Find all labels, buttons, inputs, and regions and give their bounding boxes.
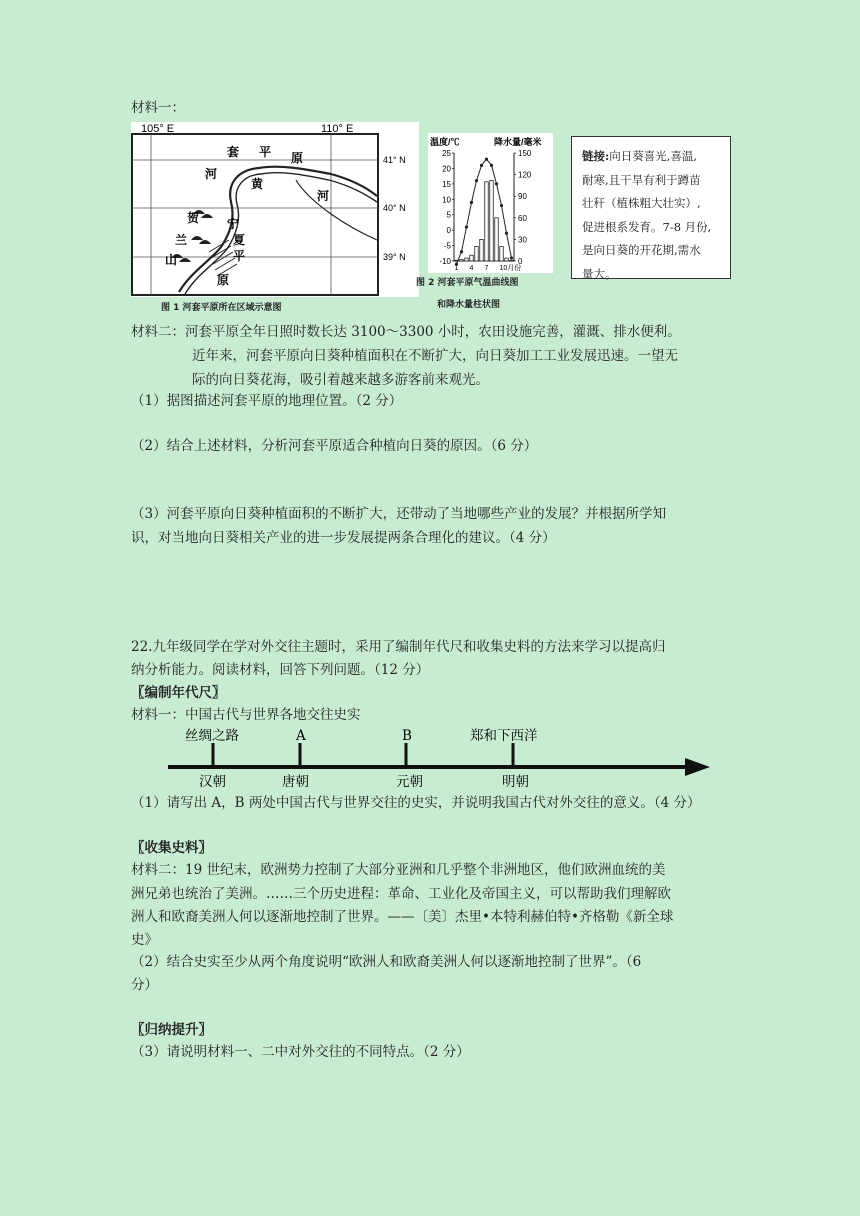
temperature-point (495, 182, 498, 185)
link-line-6: 量大。 (582, 266, 617, 281)
link-line-1 (582, 145, 722, 169)
temperature-point (485, 158, 488, 161)
map-label-he3: 贺 (187, 211, 200, 225)
timeline-event-zheng-he: 郑和下西洋 (470, 728, 538, 744)
map-label-tao: 套 (227, 145, 240, 159)
map-caption: 图 1 河套平原所在区域示意图 (161, 303, 282, 313)
map-label-lan: 兰 (175, 233, 188, 247)
lon-right-label: 110° E (321, 123, 354, 135)
precipitation-bar (460, 260, 464, 261)
chart-ylabel-left: 温度/℃ (430, 137, 460, 147)
chart-x-tick-label: 1 (454, 265, 459, 272)
chart-tick-label-right: 90 (518, 192, 527, 202)
temperature-point (470, 201, 473, 204)
link-line-2: 耐寒,且干旱有利于蹲苗 (582, 172, 701, 187)
chart-x-tick-label: 4 (469, 265, 474, 272)
material2-line2: 近年来，河套平原向日葵种植面积在不断扩大，向日葵加工工业发展迅速。一望无 (192, 348, 678, 364)
link-line-4: 促进根系发育。7-8 月份, (582, 219, 712, 234)
question-2: （2）结合上述材料，分析河套平原适合种植向日葵的原因。（6 分） (131, 438, 538, 454)
chart-x-tick-label: 10月份 (499, 265, 522, 272)
timeline-material-label: 材料一：中国古代与世界各地交往史实 (131, 707, 361, 723)
material2-line3: 际的向日葵花海，吸引着越来越多游客前来观光。 (192, 372, 489, 388)
timeline-event-a: A (296, 728, 306, 744)
precipitation-bar (495, 218, 499, 261)
question-22-line2: 纳分析能力。阅读材料，回答下列问题。（12 分） (131, 662, 430, 678)
section-collect-heading: 〖收集史料〗 (131, 840, 212, 856)
map-label-huang: 黄 (251, 177, 264, 191)
chart-tick-label-left: -10 (439, 257, 451, 266)
chart-tick-label-right: 30 (518, 235, 527, 245)
map-label-yuan2: 原 (217, 273, 230, 287)
link-line-3: 壮秆（植株粗大壮实）, (582, 196, 701, 210)
chart-tick-label-right: 120 (518, 170, 532, 180)
map-label-he2: 河 (317, 189, 330, 203)
lat-40-label: 40° N (383, 203, 406, 213)
precipitation-bar (480, 239, 484, 261)
link-label: 链接: (582, 149, 610, 163)
timeline (165, 722, 715, 801)
link-note-box (571, 136, 731, 279)
temperature-point (510, 256, 513, 259)
temperature-point (465, 225, 468, 228)
timeline-question-2-line2: 分） (131, 977, 158, 993)
precipitation-bar (475, 247, 479, 261)
question-22-line1: 22.九年级同学在学对外交往主题时，采用了编制年代尺和收集史料的方法来学习以提高归 (131, 639, 666, 655)
link-line-5: 是向日葵的开花期,需水 (582, 243, 701, 257)
section-timeline-heading: 〖编制年代尺〗 (131, 685, 226, 701)
precipitation-bar (500, 247, 504, 261)
map-label-he: 河 (205, 167, 218, 181)
chart-tick-label-left: 20 (442, 164, 451, 174)
timeline-event-b: B (402, 728, 412, 744)
temperature-point (500, 204, 503, 207)
chart-tick-label-right: 150 (518, 149, 532, 158)
precipitation-bar (490, 180, 494, 261)
material2-history-line3: 洲人和欧裔美洲人何以逐渐地控制了世界。——〔美〕杰里•本特利赫伯特•齐格勒《新全球 (131, 909, 674, 925)
lat-39-label: 39° N (383, 252, 406, 262)
precipitation-bar (470, 255, 474, 261)
timeline-dynasty-tang: 唐朝 (282, 774, 309, 790)
question-3-line1: （3）河套平原向日葵种植面积的不断扩大，还带动了当地哪些产业的发展？并根据所学知 (131, 506, 667, 522)
map-label-yuan: 原 (291, 151, 304, 165)
material2-history-line4: 史》 (131, 932, 158, 948)
climate-chart (428, 133, 553, 273)
chart-ylabel-right: 降水量/毫米 (494, 137, 542, 147)
chart-tick-label-right: 60 (518, 213, 527, 223)
lat-41-label: 41° N (383, 155, 406, 165)
precipitation-bar (505, 258, 509, 261)
chart-caption-1: 图 2 河套平原气温曲线图 (416, 278, 519, 288)
temperature-point (460, 250, 463, 253)
material2-history-line2: 洲兄弟也统治了美洲。……三个历史进程：革命、工业化及帝国主义，可以帮助我们理解欧 (131, 886, 671, 902)
chart-tick-label-left: 0 (446, 226, 451, 236)
map-label-ning: 宁 (227, 217, 240, 231)
question-1: （1）据图描述河套平原的地理位置。（2 分） (131, 393, 403, 409)
map-label-ping2: 平 (233, 249, 246, 263)
chart-tick-label-left: 25 (442, 149, 451, 158)
timeline-dynasty-han: 汉朝 (199, 774, 226, 790)
timeline-dynasty-ming: 明朝 (502, 774, 529, 790)
timeline-event-silk-road: 丝绸之路 (185, 728, 239, 744)
temperature-point (490, 164, 493, 167)
chart-tick-label-left: 10 (442, 195, 451, 205)
material1-label: 材料一： (131, 100, 185, 116)
chart-tick-label-left: 5 (446, 210, 451, 220)
timeline-question-2-line1: （2）结合史实至少从两个角度说明“欧洲人和欧裔美洲人何以逐渐地控制了世界”。（6 (131, 954, 642, 970)
precipitation-bar (485, 182, 489, 261)
temperature-point (480, 164, 483, 167)
chart-tick-label-left: 15 (442, 179, 451, 189)
material2-history-line1: 材料二：19 世纪末，欧洲势力控制了大部分亚洲和几乎整个非洲地区，他们欧洲血统的美 (131, 862, 666, 878)
chart-tick-label-left: -5 (443, 241, 451, 251)
map-label-shan: 山 (165, 253, 178, 267)
map-label-ping: 平 (259, 145, 272, 159)
material2-line1: 材料二：河套平原全年日照时数长达 3100～3300 小时，农田设施完善，灌溉、排水便利。 (131, 324, 681, 340)
chart-tick-label-right: 0 (518, 257, 523, 266)
map-figure (131, 122, 419, 297)
map-label-xia: 夏 (233, 233, 246, 247)
temperature-point (475, 179, 478, 182)
section-summary-heading: 〖归纳提升〗 (131, 1022, 212, 1038)
timeline-dynasty-yuan: 元朝 (396, 774, 423, 790)
temperature-point (505, 232, 508, 235)
link-text-1: 向日葵喜光,喜温, (609, 149, 698, 163)
precipitation-bar (465, 258, 469, 261)
question-3-line2: 识，对当地向日葵相关产业的进一步发展提两条合理化的建议。（4 分） (131, 530, 556, 546)
timeline-question-3: （3）请说明材料一、二中对外交往的不同特点。（2 分） (131, 1044, 470, 1060)
chart-x-tick-label: 7 (484, 265, 489, 272)
lon-left-label: 105° E (141, 123, 175, 135)
timeline-question-1: （1）请写出 A，B 两处中国古代与世界交往的史实，并说明我国古代对外交往的意义。（4 分） (131, 795, 701, 811)
chart-caption-2: 和降水量柱状图 (437, 300, 501, 310)
precipitation-bar (510, 260, 514, 261)
